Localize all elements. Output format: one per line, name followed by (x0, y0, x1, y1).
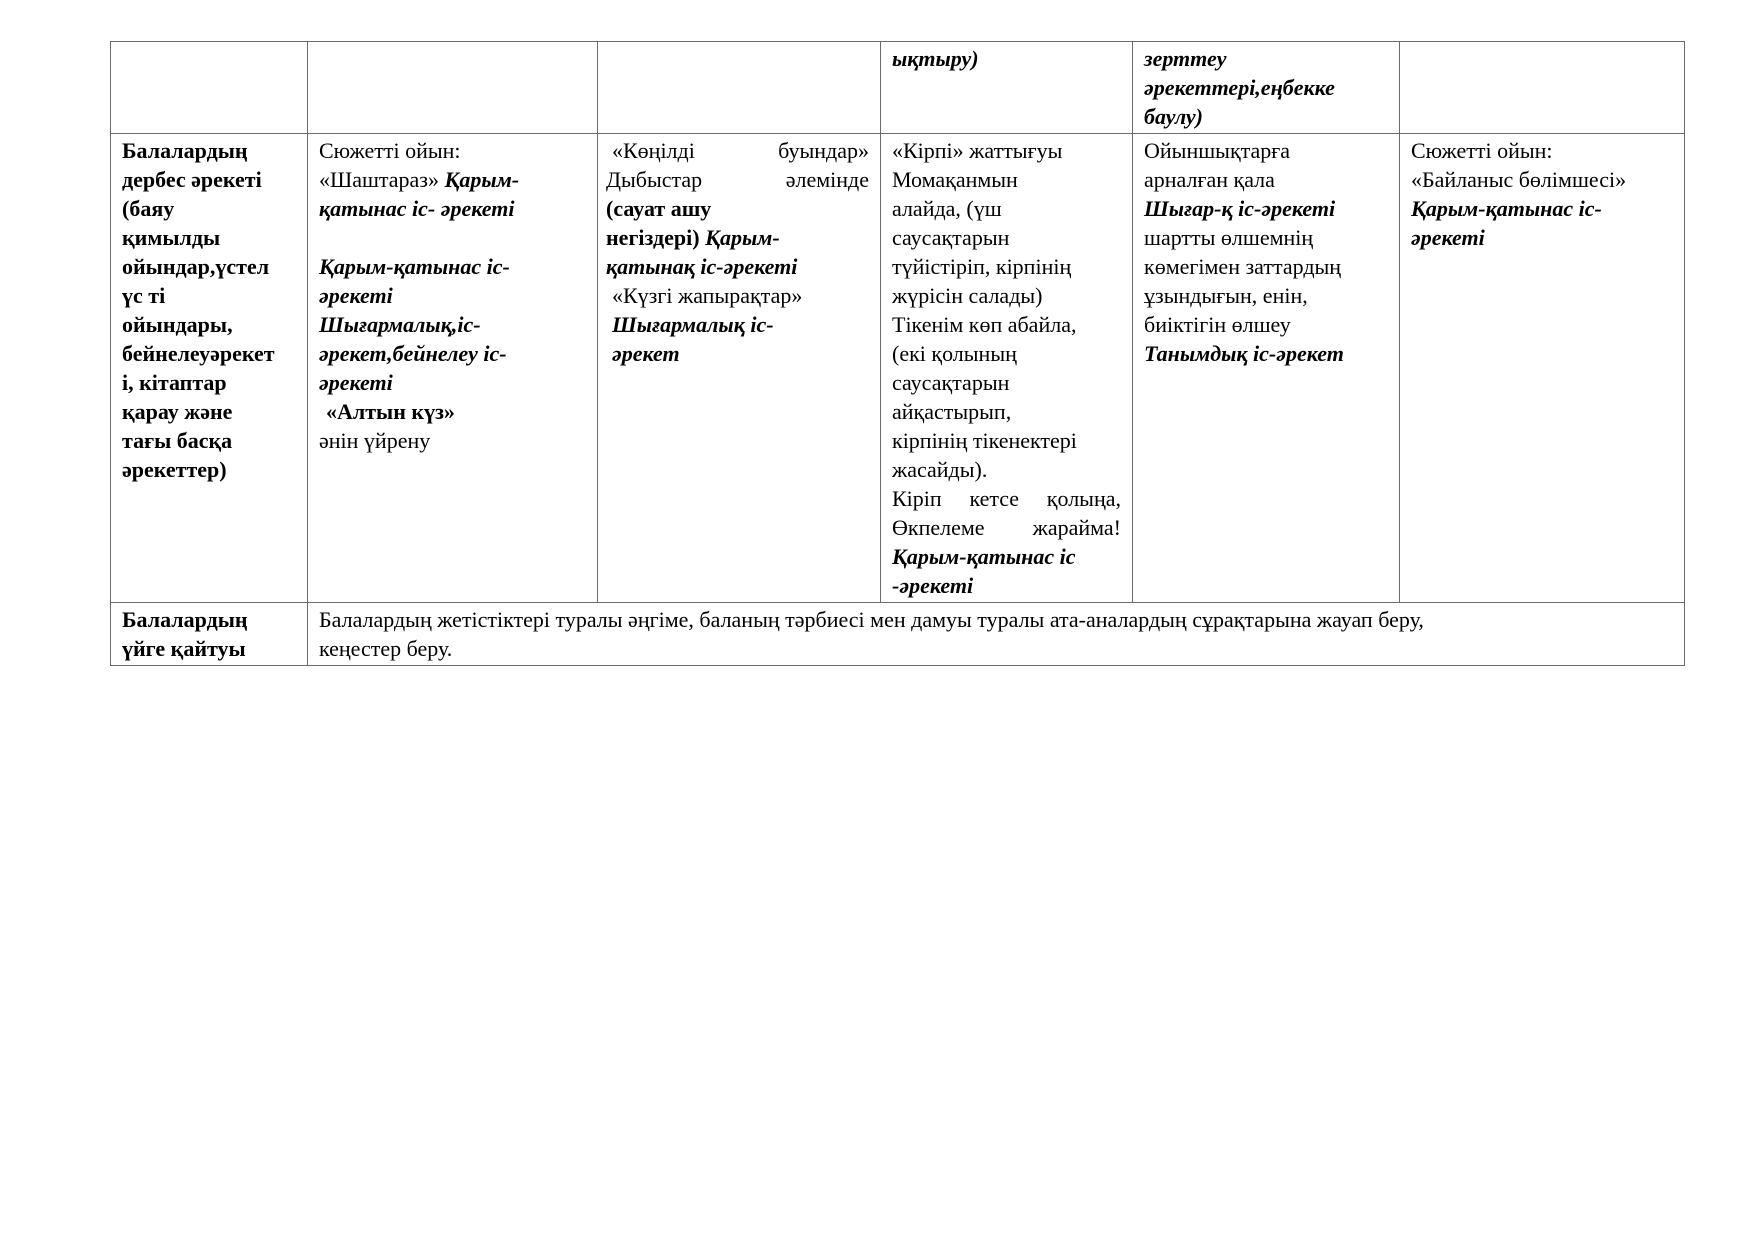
cell-empty (308, 42, 598, 134)
activity-type: Қарым-қатынас іс- (1411, 196, 1602, 221)
cell-tuesday (598, 134, 881, 603)
cell-friday (1400, 134, 1685, 603)
table-row-continuation (111, 42, 1685, 134)
cell-text: (сауат ашу (606, 196, 712, 221)
label-line: қарау және (122, 399, 233, 424)
cell-text: саусақтарын (892, 370, 1010, 395)
activity-type: -әрекеті (892, 573, 974, 598)
label-line: і, кітаптар (122, 370, 227, 395)
activity-type: Қарым- (705, 225, 780, 250)
cell-wednesday (881, 134, 1133, 603)
cell-text: (екі қолының (892, 341, 1017, 366)
word: буындар» (778, 138, 869, 163)
cell-empty (1400, 42, 1685, 134)
row-label-going-home (111, 603, 308, 666)
word: жарайма! (1032, 515, 1121, 540)
word: кетсе (969, 486, 1020, 511)
row-label-independent-activity (111, 134, 308, 603)
activity-type: әрекет (612, 341, 680, 366)
label-line: бейнелеуәрекет (122, 341, 275, 366)
game-title: «Шаштараз» (319, 167, 445, 192)
cell-text: айқастырып, (892, 399, 1012, 424)
cell-going-home-text (308, 603, 1685, 666)
cell-text: түйістіріп, кірпінің (892, 254, 1072, 279)
cell-text (319, 165, 586, 194)
spacer (319, 223, 586, 252)
activity-type: Шығармалық іс- (612, 312, 774, 337)
activity-type: әрекет,бейнелеу іс- (319, 341, 507, 366)
cell-text: алайда, (үш (892, 196, 1002, 221)
cell-text: зерттеу (1144, 46, 1227, 71)
cell-text: жүрісін салады) (892, 283, 1043, 308)
cell-continuation-col4 (1133, 42, 1400, 134)
label-line: тағы басқа (122, 428, 233, 453)
cell-empty (111, 42, 308, 134)
word: Өкпелеме (892, 515, 985, 540)
verse-line (892, 484, 1121, 513)
label-line: ойындар,үстел (122, 254, 270, 279)
weekly-plan-table (110, 41, 1685, 666)
cell-text (606, 223, 869, 252)
cell-text: әнін үйрену (319, 428, 431, 453)
cell-text: арналған қала (1144, 167, 1275, 192)
cell-text: әрекеттері,еңбекке (1144, 75, 1335, 100)
activity-type: әрекеті (319, 370, 393, 395)
activity-type: әрекеті (319, 283, 393, 308)
label-line: (баяу (122, 196, 175, 221)
cell-text (606, 165, 869, 194)
cell-monday (308, 134, 598, 603)
cell-continuation-col3 (881, 42, 1133, 134)
cell-text (606, 136, 869, 165)
activity-type: Қарым-қатынас іс (892, 544, 1076, 569)
table-row-going-home (111, 603, 1685, 666)
activity-type: Қарым- (444, 167, 520, 192)
label-line: үс ті (122, 283, 166, 308)
cell-text: Ойыншықтарға (1144, 138, 1291, 163)
song-title: «Алтын күз» (326, 399, 455, 424)
cell-text: Тікенім көп абайла, (892, 312, 1077, 337)
word: Дыбыстар (606, 167, 703, 192)
cell-text: «Кірпі» жаттығуы (892, 138, 1063, 163)
label-line: Балалардың (122, 138, 248, 163)
cell-thursday (1133, 134, 1400, 603)
label-line: әрекеттер) (122, 457, 227, 482)
cell-text: Сюжетті ойын: (1411, 138, 1553, 163)
activity-type: Шығар-қ іс-әрекеті (1144, 196, 1336, 221)
word: негіздері) (606, 225, 706, 250)
word: қолыңа, (1046, 486, 1121, 511)
cell-text: Сюжетті ойын: (319, 138, 461, 163)
cell-text: көмегімен заттардың (1144, 254, 1342, 279)
label-line: дербес әрекеті (122, 167, 262, 192)
activity-type: қатынақ іс-әрекеті (606, 254, 798, 279)
activity-type: қатынас іс- әрекеті (319, 196, 515, 221)
cell-text: Балалардың жетістіктері туралы әңгіме, баланың тәрбиесі мен дамуы туралы ата-аналардың сұрақтарына жауап беру, (319, 607, 1424, 632)
cell-text: баулу) (1144, 104, 1203, 129)
cell-text: саусақтарын (892, 225, 1010, 250)
cell-text: биіктігін өлшеу (1144, 312, 1291, 337)
activity-type: әрекеті (1411, 225, 1485, 250)
game-title: «Байланыс бөлімшесі» (1411, 167, 1627, 192)
label-line: Балалардың (122, 607, 248, 632)
cell-text: Момақанмын (892, 167, 1018, 192)
activity-type: Қарым-қатынас іс- (319, 254, 510, 279)
activity-type: Шығармалық,іс- (319, 312, 481, 337)
cell-text: кірпінің тікенектері (892, 428, 1077, 453)
word: Кіріп (892, 486, 942, 511)
label-line: қимылды (122, 225, 221, 250)
game-title: «Күзгі жапырақтар» (612, 283, 803, 308)
cell-empty (598, 42, 881, 134)
label-line: ойындары, (122, 312, 233, 337)
verse-line (892, 513, 1121, 542)
activity-type: Танымдық іс-әрекет (1144, 341, 1344, 366)
cell-text: жасайды). (892, 457, 988, 482)
cell-text: ұзындығын, енін, (1144, 283, 1308, 308)
cell-text: ықтыру) (892, 46, 979, 71)
table-row-independent-activity (111, 134, 1685, 603)
word: «Көңілді (612, 138, 695, 163)
cell-text: кеңестер беру. (319, 636, 453, 661)
cell-text: шартты өлшемнің (1144, 225, 1314, 250)
word: әлемінде (785, 167, 869, 192)
label-line: үйге қайтуы (122, 636, 246, 661)
